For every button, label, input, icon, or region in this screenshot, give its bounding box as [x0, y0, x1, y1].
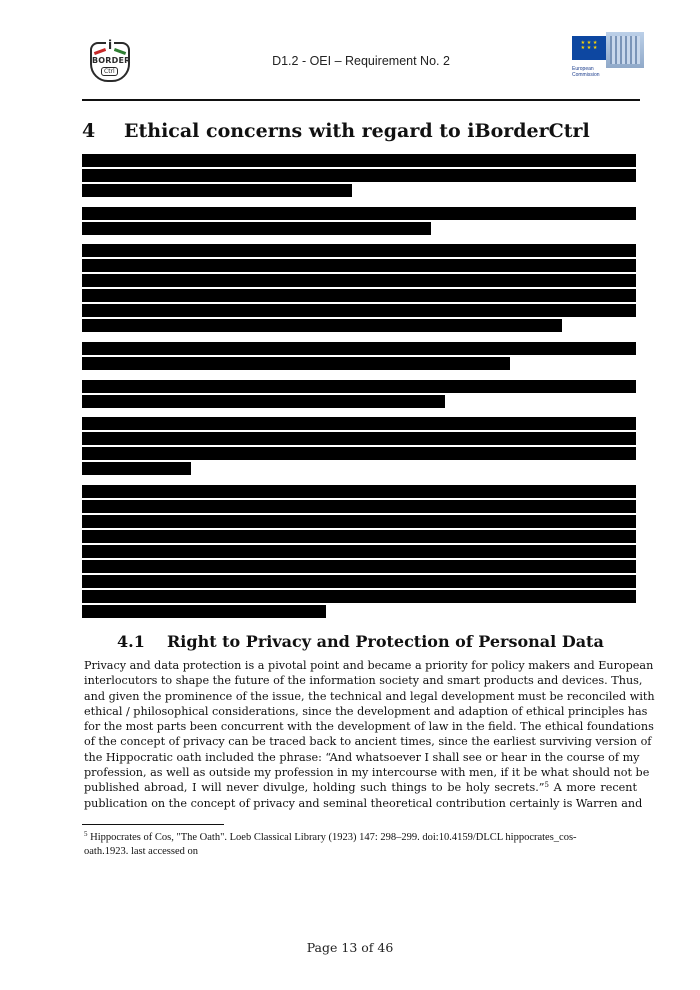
body-line: Privacy and data protection is a pivotal point and became a priority for policy makers and European [84, 659, 654, 672]
redaction-bar [82, 447, 636, 460]
redaction-bar [82, 304, 636, 317]
redaction-bar [82, 274, 636, 287]
subsection-heading [117, 632, 604, 651]
redaction-bar [82, 342, 636, 355]
redaction-bar [82, 289, 636, 302]
footnote-reference-link[interactable]: 5 [544, 781, 549, 790]
redaction-bar [82, 207, 636, 220]
redaction-bar [82, 515, 636, 528]
page-number: Page 13 of 46 [306, 940, 394, 955]
redaction-bar [82, 357, 510, 370]
redaction-bar [82, 417, 636, 430]
redaction-bar [82, 545, 636, 558]
page-header [82, 30, 640, 98]
logo-border-text: BORDER [92, 56, 131, 65]
subsection-title: Right to Privacy and Protection of Personal Data [167, 632, 604, 651]
redaction-bar [82, 319, 562, 332]
footnote-text: Hippocrates of Cos, "The Oath". Loeb Classical Library (1923) 147: 298–299. doi:10.4159/DLCL hippocrates_cos- [87, 832, 577, 843]
redaction-bar [82, 500, 636, 513]
eu-stars-icon: ★ ★ ★ ★ ★ ★ [580, 40, 598, 51]
footnote [84, 831, 637, 859]
redaction-bar [82, 575, 636, 588]
section-number: 4 [82, 120, 96, 142]
body-line: publication on the concept of privacy and seminal theoretical contribution certainly is Warren and [84, 796, 643, 810]
redaction-bar [82, 222, 431, 235]
redaction-bar [82, 244, 636, 257]
eu-logo-caption: European Commission [572, 66, 600, 78]
logo-ctrl-text: Ctrl [101, 67, 118, 76]
body-line: published abroad, I will never divulge, holding such things to be holy secrets.”$^5$ A more recent [84, 781, 637, 795]
european-commission-logo [572, 32, 644, 84]
redaction-bar [82, 395, 445, 408]
body-line: profession, as well as outside my profession in my intercourse with men, if it be what should not be [84, 766, 650, 780]
redaction-bar [82, 432, 636, 445]
redaction-bar [82, 154, 636, 167]
building-icon [606, 32, 644, 68]
redaction-bar [82, 259, 636, 272]
logo-i-text: i [108, 38, 113, 52]
redaction-bar [82, 485, 636, 498]
body-line: and given the prominence of the issue, the technical and legal development must be reconciled with [84, 689, 655, 703]
body-paragraph [84, 658, 655, 811]
body-line: the Hippocratic oath included the phrase: “And whatsoever I shall see or hear in the course of my [84, 750, 640, 764]
footnote-text: oath.1923. last accessed on [84, 846, 199, 857]
redaction-bar [82, 590, 636, 603]
redaction-bar [82, 462, 191, 475]
footnote-number: 5 [84, 830, 88, 838]
header-divider [82, 99, 640, 101]
redaction-bar [82, 169, 636, 182]
redaction-bar [82, 605, 326, 618]
redaction-bar [82, 380, 636, 393]
body-line: of the concept of privacy can be traced back to ancient times, since the earliest surviving version of [84, 735, 652, 749]
redaction-bar [82, 560, 636, 573]
body-line: interlocutors to shape the future of the information society and smart products and devices. Thus, [84, 674, 643, 688]
subsection-number: 4.1 [117, 632, 145, 651]
header-title: D1.2 - OEI – Requirement No. 2 [272, 54, 450, 68]
body-line: ethical / philosophical considerations, since the development and adaption of ethical principles has [84, 704, 648, 718]
section-title: Ethical concerns with regard to iBorderCtrl [124, 120, 590, 142]
section-heading [82, 120, 590, 142]
redaction-bar [82, 530, 636, 543]
footnote-divider [82, 824, 224, 825]
body-line: for the most parts been concurrent with the development of law in the field. The ethical foundations [84, 720, 654, 734]
redaction-bar [82, 184, 352, 197]
